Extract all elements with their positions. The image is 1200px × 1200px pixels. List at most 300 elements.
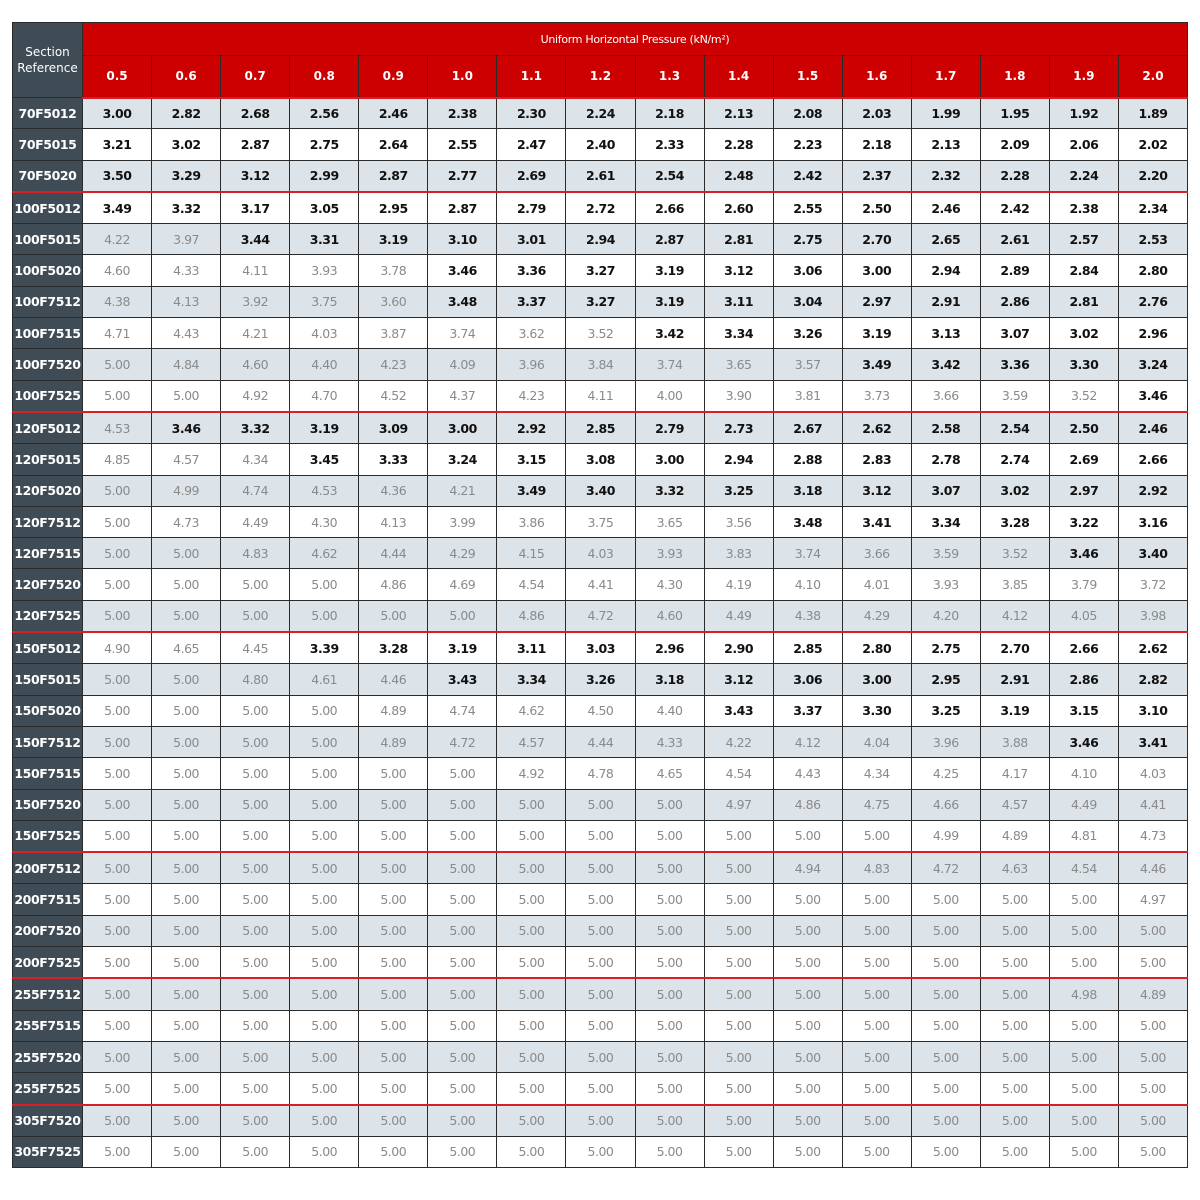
value-cell-highlighted: 3.12 [842,475,911,506]
value-cell: 5.00 [704,852,773,884]
table-row [13,318,1188,349]
value-cell: 5.00 [428,978,497,1010]
value-cell-highlighted: 3.46 [1049,538,1118,569]
value-cell: 4.86 [359,569,428,600]
value-cell-highlighted: 3.11 [704,286,773,317]
value-cell: 5.00 [359,947,428,979]
value-cell-highlighted: 2.55 [428,129,497,160]
value-cell: 5.00 [428,852,497,884]
value-cell: 5.00 [635,852,704,884]
section-reference-cell: 120F5015 [13,444,83,475]
value-cell-highlighted: 3.25 [704,475,773,506]
value-cell-highlighted: 3.00 [842,664,911,695]
value-cell: 3.86 [497,506,566,537]
pressure-column-header: 1.6 [842,56,911,98]
value-cell: 5.00 [152,726,221,757]
value-cell: 4.90 [83,632,152,664]
value-cell: 4.72 [911,852,980,884]
value-cell: 5.00 [428,884,497,915]
value-cell: 5.00 [566,1136,635,1167]
value-cell-highlighted: 3.37 [497,286,566,317]
value-cell: 4.33 [635,726,704,757]
value-cell-highlighted: 3.19 [635,286,704,317]
pressure-column-header: 1.9 [1049,56,1118,98]
value-cell-highlighted: 2.84 [1049,255,1118,286]
value-cell-highlighted: 2.69 [497,160,566,192]
value-cell: 4.01 [842,569,911,600]
pressure-column-header: 1.7 [911,56,980,98]
value-cell: 4.44 [566,726,635,757]
value-cell: 5.00 [497,1073,566,1105]
table-row [13,915,1188,946]
value-cell: 4.73 [1118,820,1187,852]
value-cell-highlighted: 2.75 [911,632,980,664]
value-cell: 5.00 [911,1105,980,1137]
value-cell-highlighted: 2.66 [1118,444,1187,475]
table-row [13,475,1188,506]
pressure-column-header: 1.0 [428,56,497,98]
pressure-column-header: 1.2 [566,56,635,98]
value-cell: 5.00 [497,1010,566,1041]
value-cell: 4.70 [290,380,359,412]
value-cell: 4.94 [773,852,842,884]
value-cell-highlighted: 2.72 [566,192,635,224]
table-row [13,286,1188,317]
value-cell-highlighted: 1.99 [911,98,980,129]
value-cell: 4.60 [83,255,152,286]
value-cell-highlighted: 2.79 [497,192,566,224]
value-cell: 3.65 [704,349,773,380]
value-cell-highlighted: 3.15 [497,444,566,475]
value-cell-highlighted: 2.96 [635,632,704,664]
value-cell-highlighted: 3.05 [290,192,359,224]
value-cell-highlighted: 3.22 [1049,506,1118,537]
value-cell-highlighted: 3.17 [221,192,290,224]
value-cell: 4.37 [428,380,497,412]
section-reference-cell: 305F7520 [13,1105,83,1137]
value-cell: 4.89 [1118,978,1187,1010]
value-cell: 5.00 [359,789,428,820]
value-cell: 5.00 [221,1010,290,1041]
value-cell: 3.81 [773,380,842,412]
value-cell-highlighted: 2.47 [497,129,566,160]
value-cell: 4.86 [773,789,842,820]
value-cell-highlighted: 3.28 [359,632,428,664]
table-row [13,349,1188,380]
value-cell-highlighted: 2.62 [1118,632,1187,664]
value-cell: 5.00 [359,1041,428,1072]
value-cell: 5.00 [221,1105,290,1137]
value-cell-highlighted: 3.00 [428,412,497,444]
value-cell-highlighted: 3.06 [773,255,842,286]
section-reference-cell: 255F7512 [13,978,83,1010]
value-cell: 3.92 [221,286,290,317]
value-cell-highlighted: 2.78 [911,444,980,475]
value-cell-highlighted: 3.28 [980,506,1049,537]
value-cell: 4.81 [1049,820,1118,852]
value-cell: 5.00 [1118,947,1187,979]
value-cell: 5.00 [83,695,152,726]
value-cell-highlighted: 3.46 [152,412,221,444]
value-cell-highlighted: 3.19 [842,318,911,349]
value-cell-highlighted: 1.92 [1049,98,1118,129]
value-cell-highlighted: 3.27 [566,255,635,286]
value-cell: 5.00 [359,884,428,915]
value-cell-highlighted: 2.61 [980,224,1049,255]
value-cell-highlighted: 2.95 [359,192,428,224]
value-cell-highlighted: 2.50 [1049,412,1118,444]
value-cell: 4.53 [290,475,359,506]
value-cell-highlighted: 2.03 [842,98,911,129]
value-cell: 4.10 [773,569,842,600]
value-cell: 5.00 [911,1073,980,1105]
pressure-table [12,22,1188,1168]
table-body [13,98,1188,1168]
value-cell-highlighted: 2.23 [773,129,842,160]
value-cell: 5.00 [635,820,704,852]
value-cell: 3.52 [566,318,635,349]
table-row [13,820,1188,852]
value-cell-highlighted: 2.53 [1118,224,1187,255]
value-cell: 4.12 [773,726,842,757]
value-cell: 5.00 [635,1010,704,1041]
value-cell-highlighted: 2.32 [911,160,980,192]
value-cell-highlighted: 3.27 [566,286,635,317]
value-cell: 5.00 [1049,1010,1118,1041]
value-cell-highlighted: 2.85 [773,632,842,664]
value-cell-highlighted: 2.81 [704,224,773,255]
value-cell: 5.00 [773,1010,842,1041]
value-cell: 5.00 [566,1041,635,1072]
value-cell-highlighted: 3.24 [428,444,497,475]
value-cell-highlighted: 3.41 [1118,726,1187,757]
value-cell: 4.57 [152,444,221,475]
corner-label-line1: Section [25,45,70,59]
value-cell: 3.62 [497,318,566,349]
value-cell: 5.00 [497,1105,566,1137]
value-cell: 4.22 [83,224,152,255]
value-cell-highlighted: 3.07 [980,318,1049,349]
table-row [13,255,1188,286]
value-cell: 3.57 [773,349,842,380]
section-reference-cell: 120F5020 [13,475,83,506]
value-cell: 5.00 [566,1105,635,1137]
value-cell-highlighted: 2.37 [842,160,911,192]
value-cell: 5.00 [773,915,842,946]
section-reference-cell: 100F7512 [13,286,83,317]
value-cell: 4.38 [773,600,842,632]
value-cell: 4.63 [980,852,1049,884]
value-cell: 4.03 [1118,758,1187,789]
value-cell: 4.83 [842,852,911,884]
pressure-column-headers [13,56,1188,98]
value-cell: 5.00 [635,1041,704,1072]
value-cell-highlighted: 3.12 [221,160,290,192]
value-cell: 5.00 [83,820,152,852]
value-cell-highlighted: 3.10 [428,224,497,255]
value-cell-highlighted: 3.34 [497,664,566,695]
value-cell: 5.00 [83,380,152,412]
value-cell: 4.29 [842,600,911,632]
value-cell: 5.00 [83,1105,152,1137]
value-cell: 5.00 [566,1010,635,1041]
table-row [13,538,1188,569]
value-cell: 3.73 [842,380,911,412]
value-cell: 5.00 [152,1073,221,1105]
value-cell-highlighted: 3.34 [911,506,980,537]
pressure-column-header: 0.6 [152,56,221,98]
section-reference-cell: 120F7515 [13,538,83,569]
value-cell: 5.00 [704,1136,773,1167]
value-cell: 3.88 [980,726,1049,757]
value-cell: 4.60 [635,600,704,632]
value-cell: 5.00 [221,915,290,946]
value-cell: 4.74 [428,695,497,726]
value-cell: 5.00 [566,789,635,820]
value-cell-highlighted: 2.79 [635,412,704,444]
value-cell: 5.00 [1118,1136,1187,1167]
value-cell: 4.89 [980,820,1049,852]
value-cell: 4.50 [566,695,635,726]
value-cell: 5.00 [911,1136,980,1167]
value-cell: 5.00 [842,820,911,852]
value-cell: 5.00 [290,726,359,757]
section-reference-cell: 100F7515 [13,318,83,349]
value-cell-highlighted: 2.02 [1118,129,1187,160]
table-row [13,412,1188,444]
value-cell-highlighted: 2.91 [980,664,1049,695]
value-cell: 5.00 [980,884,1049,915]
section-reference-cell: 100F7520 [13,349,83,380]
value-cell: 5.00 [83,506,152,537]
value-cell: 5.00 [704,947,773,979]
value-cell: 5.00 [152,852,221,884]
table-row [13,1010,1188,1041]
value-cell: 4.52 [359,380,428,412]
value-cell: 5.00 [221,758,290,789]
value-cell: 5.00 [290,758,359,789]
table-row [13,444,1188,475]
value-cell: 5.00 [1049,1136,1118,1167]
section-reference-cell: 100F7525 [13,380,83,412]
value-cell: 5.00 [704,1073,773,1105]
value-cell: 4.23 [359,349,428,380]
value-cell: 5.00 [911,947,980,979]
value-cell: 4.25 [911,758,980,789]
value-cell: 4.05 [1049,600,1118,632]
value-cell-highlighted: 2.61 [566,160,635,192]
value-cell: 5.00 [497,947,566,979]
table-row [13,852,1188,884]
section-reference-cell: 150F5012 [13,632,83,664]
value-cell: 3.74 [773,538,842,569]
value-cell-highlighted: 2.94 [566,224,635,255]
value-cell-highlighted: 2.54 [635,160,704,192]
value-cell-highlighted: 3.40 [566,475,635,506]
value-cell: 5.00 [980,947,1049,979]
value-cell: 4.46 [1118,852,1187,884]
value-cell-highlighted: 3.19 [428,632,497,664]
value-cell-highlighted: 3.46 [1118,380,1187,412]
value-cell: 3.52 [1049,380,1118,412]
table-header [13,23,1188,98]
value-cell-highlighted: 2.65 [911,224,980,255]
value-cell: 5.00 [1118,1041,1187,1072]
value-cell-highlighted: 2.90 [704,632,773,664]
value-cell: 5.00 [1049,1041,1118,1072]
value-cell: 4.19 [704,569,773,600]
value-cell: 5.00 [290,884,359,915]
value-cell-highlighted: 2.82 [1118,664,1187,695]
value-cell-highlighted: 2.33 [635,129,704,160]
value-cell: 3.75 [290,286,359,317]
value-cell: 5.00 [290,789,359,820]
value-cell-highlighted: 2.77 [428,160,497,192]
value-cell-highlighted: 3.48 [773,506,842,537]
value-cell-highlighted: 3.37 [773,695,842,726]
value-cell-highlighted: 3.00 [842,255,911,286]
value-cell: 5.00 [566,852,635,884]
value-cell: 5.00 [911,915,980,946]
value-cell: 5.00 [635,884,704,915]
value-cell: 5.00 [221,789,290,820]
value-cell: 3.99 [428,506,497,537]
value-cell-highlighted: 3.04 [773,286,842,317]
value-cell-highlighted: 2.60 [704,192,773,224]
value-cell-highlighted: 2.66 [1049,632,1118,664]
value-cell-highlighted: 3.15 [1049,695,1118,726]
value-cell: 3.65 [635,506,704,537]
value-cell: 5.00 [428,1136,497,1167]
value-cell-highlighted: 2.28 [980,160,1049,192]
value-cell: 4.97 [1118,884,1187,915]
value-cell-highlighted: 2.89 [980,255,1049,286]
value-cell-highlighted: 3.26 [773,318,842,349]
value-cell: 5.00 [842,884,911,915]
value-cell: 4.22 [704,726,773,757]
value-cell: 5.00 [773,820,842,852]
pressure-column-header: 0.9 [359,56,428,98]
value-cell-highlighted: 3.42 [635,318,704,349]
value-cell-highlighted: 3.30 [1049,349,1118,380]
value-cell-highlighted: 3.43 [704,695,773,726]
value-cell: 5.00 [428,600,497,632]
value-cell: 4.72 [566,600,635,632]
value-cell: 5.00 [83,1073,152,1105]
value-cell-highlighted: 2.94 [704,444,773,475]
section-reference-cell: 305F7525 [13,1136,83,1167]
value-cell-highlighted: 3.18 [635,664,704,695]
value-cell: 5.00 [152,820,221,852]
pressure-column-header: 0.8 [290,56,359,98]
value-cell-highlighted: 3.36 [980,349,1049,380]
value-cell: 5.00 [83,1041,152,1072]
value-cell-highlighted: 2.58 [911,412,980,444]
value-cell: 4.17 [980,758,1049,789]
section-reference-cell: 150F7515 [13,758,83,789]
value-cell: 4.03 [290,318,359,349]
value-cell: 5.00 [842,1010,911,1041]
value-cell-highlighted: 3.26 [566,664,635,695]
value-cell: 5.00 [359,1073,428,1105]
value-cell: 5.00 [290,915,359,946]
value-cell: 5.00 [773,1073,842,1105]
value-cell: 5.00 [83,569,152,600]
value-cell: 4.66 [911,789,980,820]
value-cell: 4.09 [428,349,497,380]
value-cell: 5.00 [83,884,152,915]
value-cell-highlighted: 2.09 [980,129,1049,160]
value-cell: 5.00 [152,947,221,979]
value-cell: 5.00 [980,1041,1049,1072]
table-row [13,600,1188,632]
value-cell: 5.00 [635,978,704,1010]
value-cell-highlighted: 3.32 [635,475,704,506]
value-cell: 5.00 [83,789,152,820]
table-row [13,695,1188,726]
pressure-column-header: 0.5 [83,56,152,98]
value-cell-highlighted: 3.16 [1118,506,1187,537]
value-cell: 5.00 [221,884,290,915]
value-cell: 4.00 [635,380,704,412]
value-cell: 5.00 [704,1010,773,1041]
value-cell: 3.75 [566,506,635,537]
value-cell-highlighted: 2.40 [566,129,635,160]
value-cell: 5.00 [635,947,704,979]
section-reference-cell: 100F5020 [13,255,83,286]
value-cell: 5.00 [773,1105,842,1137]
value-cell: 5.00 [1118,1073,1187,1105]
value-cell: 5.00 [497,915,566,946]
value-cell-highlighted: 3.34 [704,318,773,349]
table-row [13,224,1188,255]
value-cell: 4.78 [566,758,635,789]
value-cell: 4.04 [842,726,911,757]
value-cell-highlighted: 3.39 [290,632,359,664]
value-cell: 5.00 [980,1136,1049,1167]
value-cell: 4.85 [83,444,152,475]
value-cell: 3.60 [359,286,428,317]
value-cell: 5.00 [221,1041,290,1072]
value-cell: 5.00 [290,569,359,600]
value-cell-highlighted: 2.76 [1118,286,1187,317]
value-cell-highlighted: 2.34 [1118,192,1187,224]
value-cell: 5.00 [83,664,152,695]
value-cell: 4.99 [152,475,221,506]
value-cell-highlighted: 2.06 [1049,129,1118,160]
value-cell: 4.41 [1118,789,1187,820]
value-cell: 5.00 [911,1010,980,1041]
value-cell: 3.78 [359,255,428,286]
value-cell: 4.30 [635,569,704,600]
pressure-super-header: Uniform Horizontal Pressure (kN/m²) [83,23,1188,56]
value-cell: 5.00 [497,978,566,1010]
value-cell-highlighted: 1.95 [980,98,1049,129]
value-cell: 5.00 [1049,915,1118,946]
table-row [13,506,1188,537]
value-cell: 5.00 [635,1105,704,1137]
value-cell: 5.00 [83,978,152,1010]
value-cell: 4.23 [497,380,566,412]
table-row [13,380,1188,412]
value-cell: 3.56 [704,506,773,537]
value-cell: 4.46 [359,664,428,695]
value-cell-highlighted: 2.24 [566,98,635,129]
table-row [13,98,1188,129]
value-cell: 5.00 [152,1010,221,1041]
value-cell-highlighted: 3.32 [152,192,221,224]
value-cell-highlighted: 3.31 [290,224,359,255]
